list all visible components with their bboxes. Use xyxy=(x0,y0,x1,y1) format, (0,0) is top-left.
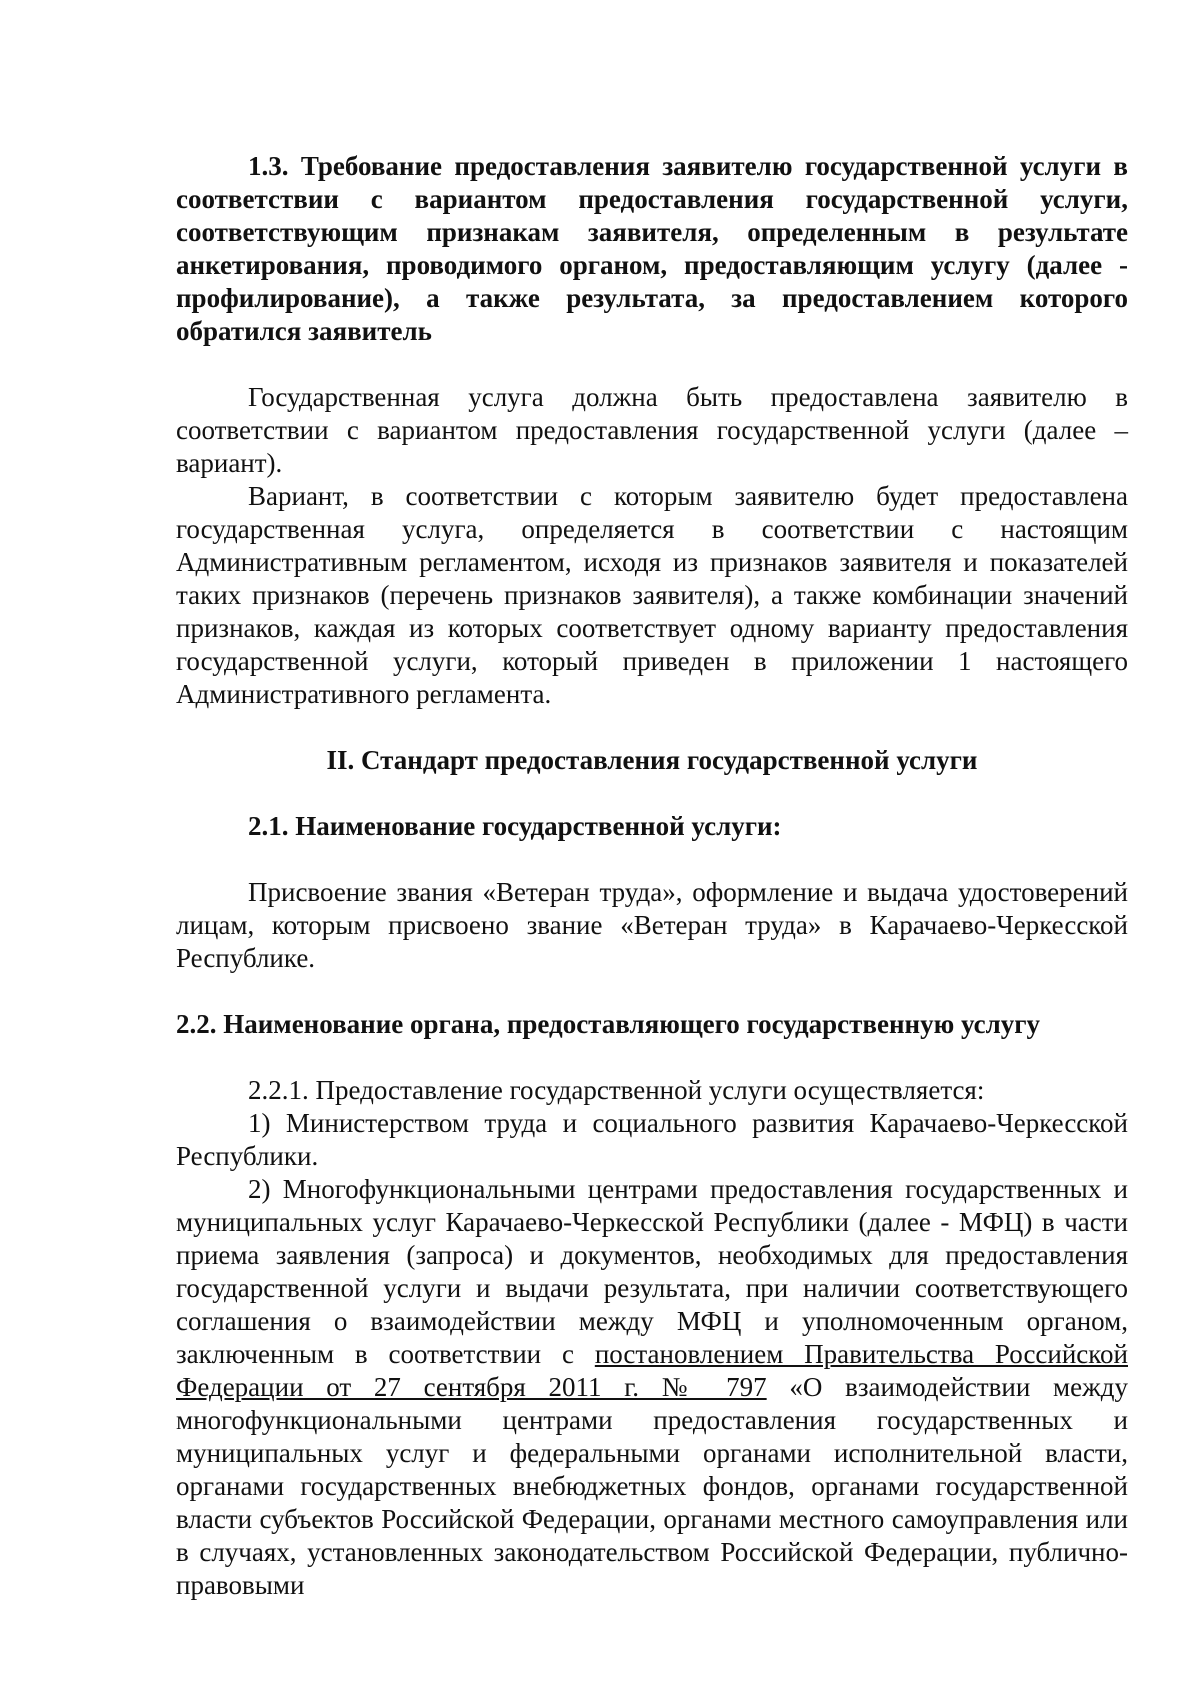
list-item-2-text-start: 2) Многофункциональными центрами предоставления государственных и муниципальных услуг Карачаево-Черкесской Республики (далее - МФЦ) в части приема заявления (запроса) и документов, необходимых для предоставления государственной услуги и выдачи результата, при наличии соответствующего соглашения о взаимодействии между МФЦ и уполномоченным органом, заключенным в соответствии с xyxy=(176,1174,1128,1369)
section-1-3-paragraph-1: Государственная услуга должна быть предоставлена заявителю в соответствии с вариантом предоставления государственной услуги (далее – вариант). xyxy=(176,382,1128,478)
list-item-2-text-end: «О взаимодействии между многофункциональными центрами предоставления государственных и муниципальных услуг и федеральными органами исполнительной власти, органами государственных внебюджетных фондов, органами государственной власти субъектов Российской Федерации, органами местного самоуправления или в случаях, установленных законодательством Российской Федерации, публично-правовыми xyxy=(176,1372,1128,1600)
government-decree-link[interactable]: постановлением Правительства Российской Федерации от 27 сентября 2011 г. № 797 xyxy=(176,1339,1128,1402)
section-1-3-paragraph-2: Вариант, в соответствии с которым заявителю будет предоставлена государственная услуга, определяется в соответствии с настоящим Административным регламентом, исходя из признаков заявителя и показателей таких признаков (перечень признаков заявителя), а также комбинации значений признаков, каждая из которых соответствует одному варианту предоставления государственной услуги, который приведен в приложении 1 настоящего Административного регламента. xyxy=(176,481,1128,709)
item-2-2-1: 2.2.1. Предоставление государственной услуги осуществляется: xyxy=(248,1075,985,1105)
section-2-1-paragraph: Присвоение звания «Ветеран труда», оформление и выдача удостоверений лицам, которым присвоено звание «Ветеран труда» в Карачаево-Черкесской Республике. xyxy=(176,877,1128,973)
section-2-heading: II. Стандарт предоставления государственной услуги xyxy=(326,745,978,775)
list-item-1: 1) Министерством труда и социального развития Карачаево-Черкесской Республики. xyxy=(176,1108,1128,1171)
section-2-2-heading: 2.2. Наименование органа, предоставляющего государственную услугу xyxy=(176,1009,1041,1039)
document-body xyxy=(176,150,1128,1602)
section-2-1-heading: 2.1. Наименование государственной услуги: xyxy=(248,811,782,841)
section-1-3-heading: 1.3. Требование предоставления заявителю государственной услуги в соответствии с вариантом предоставления государственной услуги, соответствующим признакам заявителя, определенным в результате анкетирования, проводимого органом, предоставляющим услугу (далее - профилирование), а также результата, за предоставлением которого обратился заявитель xyxy=(176,151,1128,346)
list-item-2 xyxy=(176,1173,1128,1602)
